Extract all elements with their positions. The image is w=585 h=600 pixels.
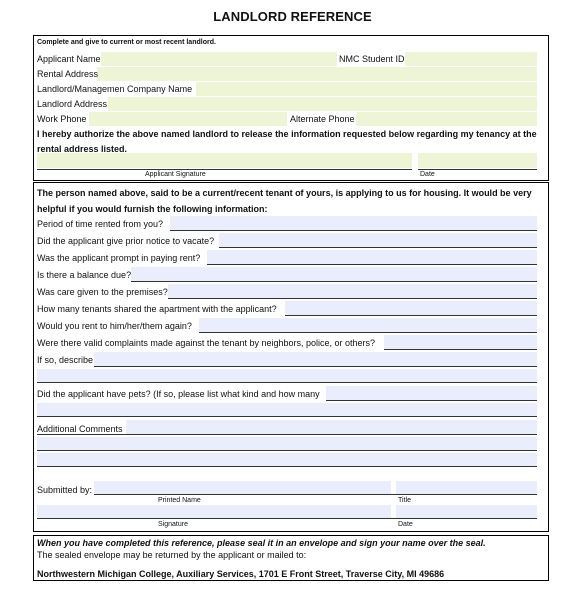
comments-field-line3[interactable] xyxy=(37,453,537,466)
footer-mailing-address: Northwestern Michigan College, Auxiliary Services, 1701 E Front Street, Traverse City, MI 49686 xyxy=(37,569,445,579)
field-underline xyxy=(37,434,537,435)
field-underline xyxy=(285,315,537,316)
question-tenants-shared: How many tenants shared the apartment with the applicant? xyxy=(37,304,277,314)
field-underline xyxy=(37,518,537,519)
title-label: Title xyxy=(398,497,411,504)
landlord-intro: The person named above, said to be a current/recent tenant of yours, is applying to us for housing. It would be very helpful if you would furnish the following information: xyxy=(37,188,532,214)
field-underline xyxy=(326,400,537,401)
rental-address-label: Rental Address xyxy=(37,69,99,79)
applicant-signature-label: Applicant Signature xyxy=(145,171,206,178)
question-prompt-rent: Was the applicant prompt in paying rent? xyxy=(37,253,201,263)
field-underline xyxy=(37,466,537,467)
describe-field-line2[interactable] xyxy=(37,369,537,382)
question-period-rented: Period of time rented from you? xyxy=(37,219,164,229)
field-underline xyxy=(37,416,537,417)
field-underline xyxy=(94,494,537,495)
student-id-label: NMC Student ID xyxy=(339,54,405,64)
field-underline xyxy=(384,349,537,350)
field-underline xyxy=(37,382,537,383)
field-underline xyxy=(199,332,537,333)
field-underline xyxy=(207,264,537,265)
additional-comments-label: Additional Comments xyxy=(37,424,123,434)
applicant-name-field[interactable] xyxy=(101,52,337,66)
complaints-field[interactable] xyxy=(384,335,537,349)
question-complaints: Were there valid complaints made against the tenant by neighbors, police, or others? xyxy=(37,338,376,348)
applicant-name-label: Applicant Name xyxy=(37,54,101,64)
field-underline xyxy=(170,230,537,231)
landlord-company-label: Landlord/Managemen Company Name xyxy=(37,84,193,94)
alternate-phone-field[interactable] xyxy=(356,112,537,126)
footer-return-note: The sealed envelope may be returned by the applicant or mailed to: xyxy=(37,550,307,560)
landlord-company-field[interactable] xyxy=(196,82,537,96)
title-field[interactable] xyxy=(396,481,537,494)
question-prior-notice: Did the applicant give prior notice to vacate? xyxy=(37,236,215,246)
question-balance-due: Is there a balance due? xyxy=(37,270,132,280)
field-underline xyxy=(168,298,537,299)
field-underline xyxy=(94,366,537,367)
prior-notice-field[interactable] xyxy=(219,233,537,247)
question-premises-care: Was care given to the premises? xyxy=(37,287,168,297)
landlord-address-label: Landlord Address xyxy=(37,99,108,109)
premises-care-field[interactable] xyxy=(168,284,537,298)
tenants-shared-field[interactable] xyxy=(285,301,537,315)
work-phone-field[interactable] xyxy=(89,112,287,126)
applicant-date-line xyxy=(418,169,537,170)
submitted-by-label: Submitted by: xyxy=(37,485,93,495)
field-underline xyxy=(219,247,537,248)
field-underline xyxy=(37,450,537,451)
landlord-signature-label: Signature xyxy=(158,521,188,528)
applicant-date-label: Date xyxy=(420,171,435,178)
question-pets: Did the applicant have pets? (If so, please list what kind and how many xyxy=(37,389,320,399)
field-underline xyxy=(131,281,537,282)
question-rent-again: Would you rent to him/her/them again? xyxy=(37,321,192,331)
rent-again-field[interactable] xyxy=(199,318,537,332)
section-instruction: Complete and give to current or most recent landlord. xyxy=(37,39,216,46)
footer-instruction: When you have completed this reference, please seal it in an envelope and sign your name over the seal. xyxy=(37,538,486,548)
student-id-field[interactable] xyxy=(405,52,537,66)
comments-field[interactable] xyxy=(126,420,537,434)
comments-field-line2[interactable] xyxy=(37,437,537,450)
pets-field-line2[interactable] xyxy=(37,403,537,416)
landlord-date-label: Date xyxy=(398,521,413,528)
landlord-date-field[interactable] xyxy=(396,505,537,518)
form-title: LANDLORD REFERENCE xyxy=(213,9,372,24)
printed-name-label: Printed Name xyxy=(158,497,201,504)
printed-name-field[interactable] xyxy=(94,481,391,494)
question-describe: If so, describe xyxy=(37,355,94,365)
pets-field[interactable] xyxy=(326,386,537,400)
authorization-statement: I hereby authorize the above named landlord to release the information requested below regarding my tenancy at the rental address listed. xyxy=(37,129,537,154)
balance-due-field[interactable] xyxy=(131,267,537,281)
period-rented-field[interactable] xyxy=(170,216,537,230)
applicant-signature-line xyxy=(37,169,412,170)
rental-address-field[interactable] xyxy=(97,67,537,81)
describe-field[interactable] xyxy=(94,352,537,366)
prompt-rent-field[interactable] xyxy=(207,250,537,264)
landlord-signature-field[interactable] xyxy=(37,505,391,518)
work-phone-label: Work Phone xyxy=(37,114,87,124)
alternate-phone-label: Alternate Phone xyxy=(290,114,355,124)
landlord-address-field[interactable] xyxy=(108,97,537,111)
